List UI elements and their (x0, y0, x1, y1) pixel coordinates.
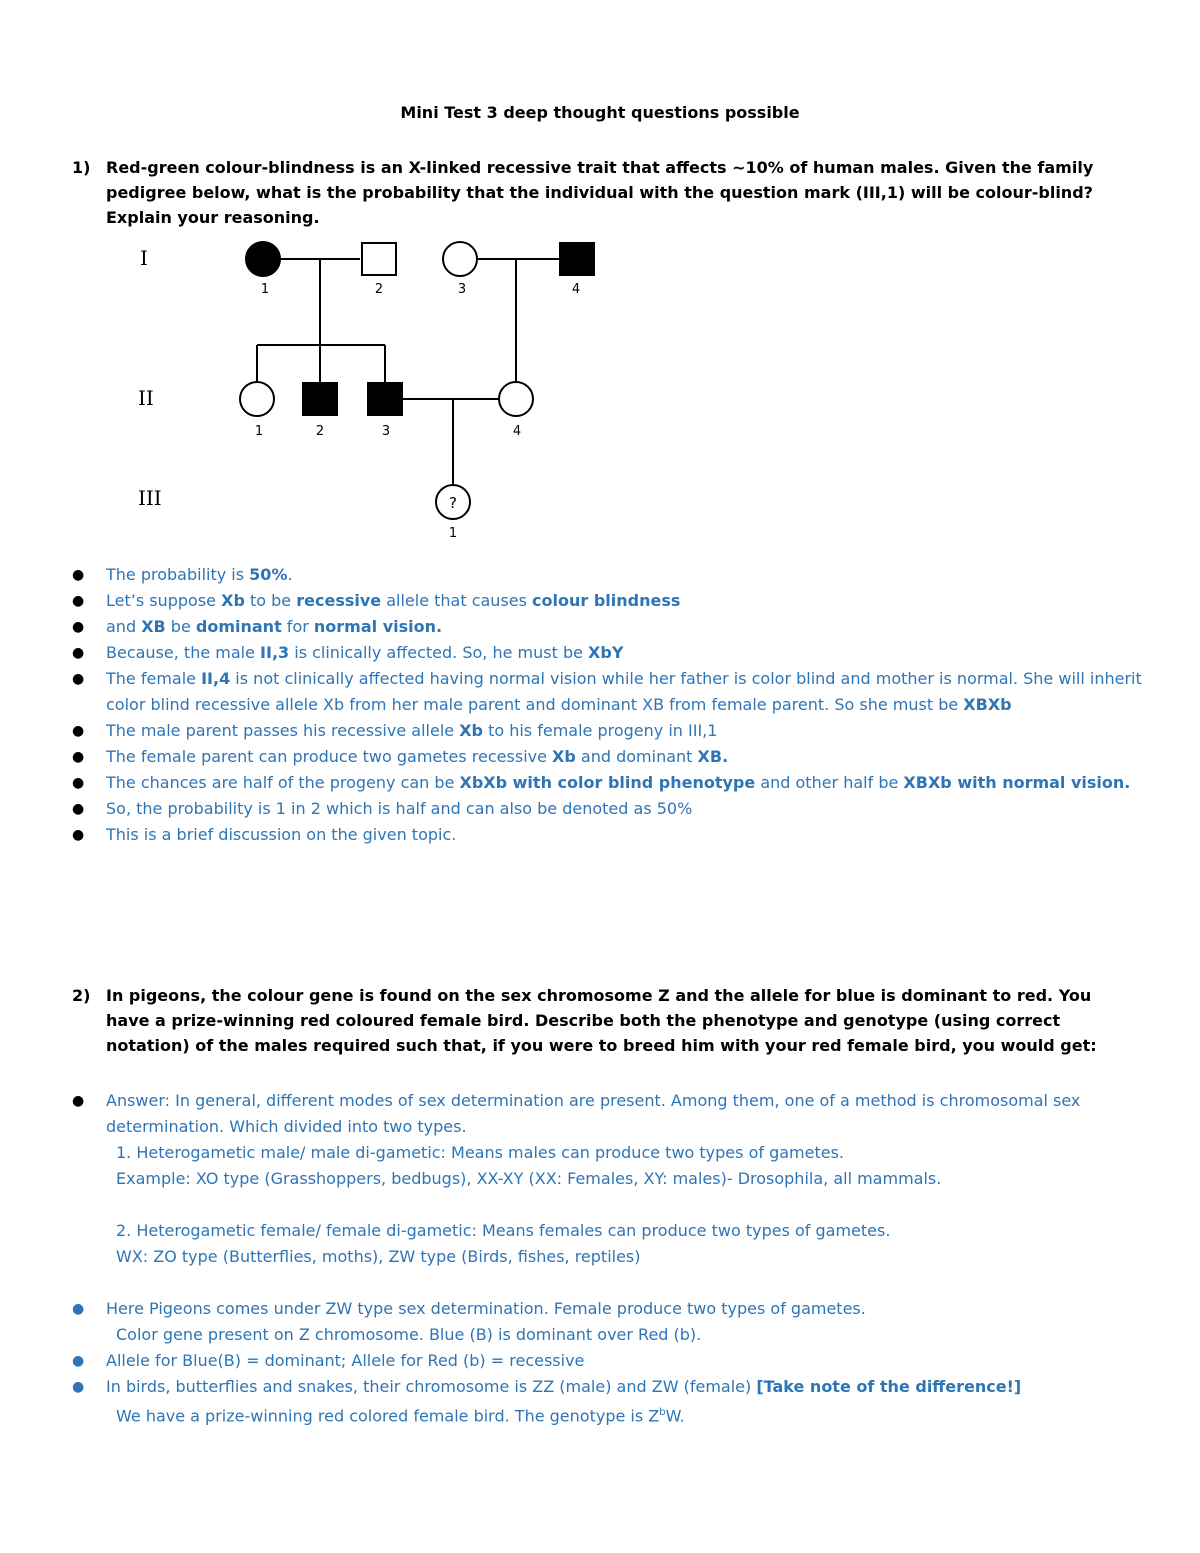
i1-number: 1 (260, 282, 270, 297)
question-2-number: 2) (72, 986, 91, 1005)
question-1-text: Red-green colour-blindness is an X-linked recessive trait that affects ~10% of human males. Given the family pedigree below, what is the probability that the individual with the question mark (III,1) will be colour-blind? Explain your reasoning. (106, 158, 1094, 227)
answer-1-item: ● This is a brief discussion on the given topic. (72, 822, 1142, 848)
answer-2-item: ● In birds, butterflies and snakes, their chromosome is ZZ (male) and ZW (female) [Take note of the difference!] We have a prize-winning red colored female bird. The genotype is $Z^bW$. (72, 1374, 1142, 1429)
generation-label-2: II (138, 386, 154, 410)
ii1-number: 1 (254, 424, 264, 439)
answer-1-item: ● The chances are half of the progeny can be XbXb with color blind phenotype and other half be XBXb with normal vision. (72, 770, 1142, 796)
bullet-icon: ● (72, 801, 85, 817)
ii3-number: 3 (381, 424, 391, 439)
question-2 (72, 983, 1132, 1058)
bullet-icon: ● (72, 749, 85, 765)
iii1-number: 1 (448, 526, 458, 541)
page-title: Mini Test 3 deep thought questions possible (400, 103, 800, 122)
bullet-icon: ● (72, 1093, 85, 1109)
bullet-icon: ● (72, 775, 85, 791)
question-2-text: In pigeons, the colour gene is found on the sex chromosome Z and the allele for blue is dominant to red. You have a prize-winning red coloured female bird. Describe both the phenotype and genotype (using correct notation) of the males required such that, if you were to breed him with your red female bird, you would get: (106, 986, 1097, 1055)
bullet-icon: ● (72, 645, 85, 661)
ii4-number: 4 (512, 424, 522, 439)
individual-ii4-unaffected-female (499, 382, 533, 416)
answer-1-item: ● So, the probability is 1 in 2 which is half and can also be denoted as 50% (72, 796, 1142, 822)
i2-number: 2 (374, 282, 384, 297)
pedigree-diagram (120, 235, 620, 545)
answer-1-item: ● The female II,4 is not clinically affected having normal vision while her father is color blind and mother is normal. She will inherit color blind recessive allele Xb from her male parent and dominant XB from female parent. So she must be XBXb (72, 666, 1142, 718)
ii2-number: 2 (315, 424, 325, 439)
unknown-question-mark: ? (449, 494, 457, 512)
individual-i2-unaffected-male (362, 243, 396, 275)
bullet-icon: ● (72, 567, 85, 583)
answer-1-item: ● and XB be dominant for normal vision. (72, 614, 1142, 640)
answer-1-item: ● Because, the male II,3 is clinically affected. So, he must be XbY (72, 640, 1142, 666)
answer-1-item: ● The female parent can produce two gametes recessive Xb and dominant XB. (72, 744, 1142, 770)
individual-ii2-affected-male (303, 383, 337, 415)
answer-1-item: ● Let’s suppose Xb to be recessive allele that causes colour blindness (72, 588, 1142, 614)
bullet-icon: ● (72, 593, 85, 609)
individual-ii1-unaffected-female (240, 382, 274, 416)
individual-ii3-affected-male (368, 383, 402, 415)
answer-2-item: ● Here Pigeons comes under ZW type sex determination. Female produce two types of gametes. Color gene present on Z chromosome. Blue (B) is dominant over Red (b). (72, 1296, 1142, 1348)
i3-number: 3 (457, 282, 467, 297)
i4-number: 4 (571, 282, 581, 297)
question-1-number: 1) (72, 158, 91, 177)
bullet-icon: ● (72, 671, 85, 687)
individual-i3-unaffected-female (443, 242, 477, 276)
generation-label-1: I (140, 246, 148, 270)
bullet-icon: ● (72, 827, 85, 843)
answer-1-item: ● The probability is 50%. (72, 562, 1142, 588)
answer-2-list (72, 1088, 1142, 1429)
answer-1-list (72, 562, 1142, 848)
bullet-icon: ● (72, 1379, 85, 1395)
bullet-icon: ● (72, 619, 85, 635)
answer-2-item: ● Allele for Blue(B) = dominant; Allele for Red (b) = recessive (72, 1348, 1142, 1374)
generation-label-3: III (138, 486, 162, 510)
answer-2-item: ● Answer: In general, different modes of sex determination are present. Among them, one of a method is chromosomal sex determination. Which divided into two types. 1. Heterogametic male/ male di-gametic: Means males can produce two types of gametes. Example: XO type (Grasshoppers, bedbugs), XX-XY (XX: Females, XY: males)- Drosophila, all mammals. 2. Heterogametic female/ female di-gametic: Means females can produce two types of gametes. WX: ZO type (Butterflies, moths), ZW type (Birds, fishes, reptiles) (72, 1088, 1142, 1270)
individual-i1-affected-female (246, 242, 280, 276)
individual-i4-affected-male (560, 243, 594, 275)
bullet-icon: ● (72, 723, 85, 739)
question-1 (72, 155, 1132, 230)
bullet-icon: ● (72, 1353, 85, 1369)
bullet-icon: ● (72, 1301, 85, 1317)
answer-1-item: ● The male parent passes his recessive allele Xb to his female progeny in III,1 (72, 718, 1142, 744)
